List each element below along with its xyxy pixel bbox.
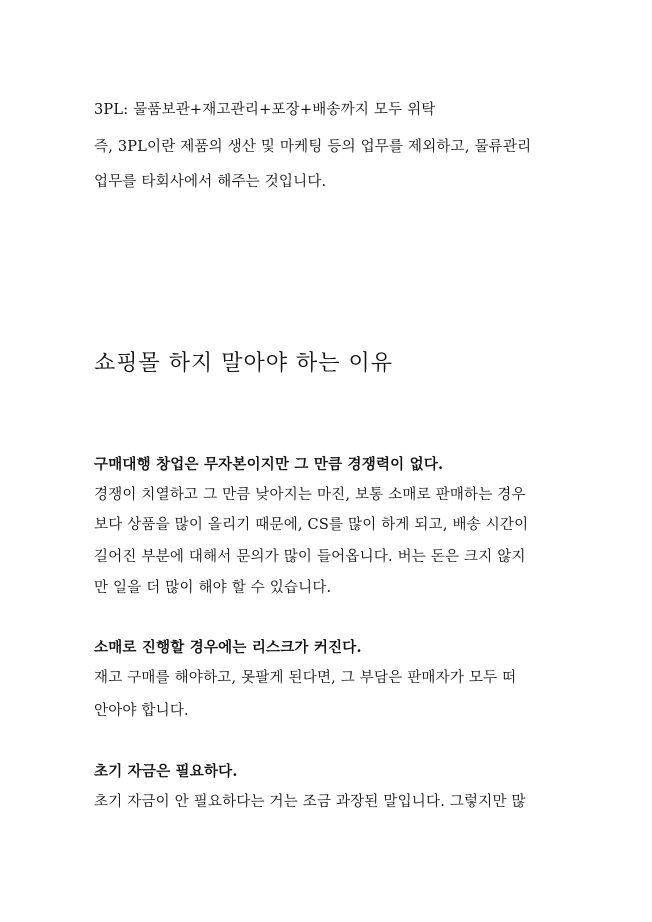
point-2-line-2: 안아야 합니다. bbox=[94, 703, 189, 719]
intro-line-3: 업무를 타회사에서 해주는 것입니다. bbox=[94, 174, 327, 190]
point-2-line-1: 재고 구매를 해야하고, 못팔게 된다면, 그 부담은 판매자가 모두 떠 bbox=[94, 670, 517, 686]
point-1-line-1: 경쟁이 치열하고 그 만큼 낮아지는 마진, 보통 소매로 판매하는 경우 bbox=[94, 487, 526, 503]
point-1-title: 구매대행 창업은 무자본이지만 그 만큼 경쟁력이 없다. bbox=[94, 456, 444, 473]
intro-line-1: 3PL: 물품보관+재고관리+포장+배송까지 모두 위탁 bbox=[94, 102, 436, 118]
point-3-title: 초기 자금은 필요하다. bbox=[94, 763, 238, 780]
intro-line-2: 즉, 3PL이란 제품의 생산 및 마케팅 등의 업무를 제외하고, 물류관리 bbox=[94, 139, 532, 155]
point-1-line-2: 보다 상품을 많이 올리기 때문에, CS를 많이 하게 되고, 배송 시간이 bbox=[94, 517, 529, 533]
point-3-line-1: 초기 자금이 안 필요하다는 거는 조금 과장된 말입니다. 그렇지만 많 bbox=[94, 794, 526, 810]
point-1-line-4: 만 일을 더 많이 해야 할 수 있습니다. bbox=[94, 580, 332, 596]
section-heading: 쇼핑몰 하지 말아야 하는 이유 bbox=[94, 351, 393, 376]
point-2-title: 소매로 진행할 경우에는 리스크가 커진다. bbox=[94, 639, 362, 656]
point-1-line-3: 길어진 부분에 대해서 문의가 많이 들어옵니다. 버는 돈은 크지 않지 bbox=[94, 549, 526, 565]
